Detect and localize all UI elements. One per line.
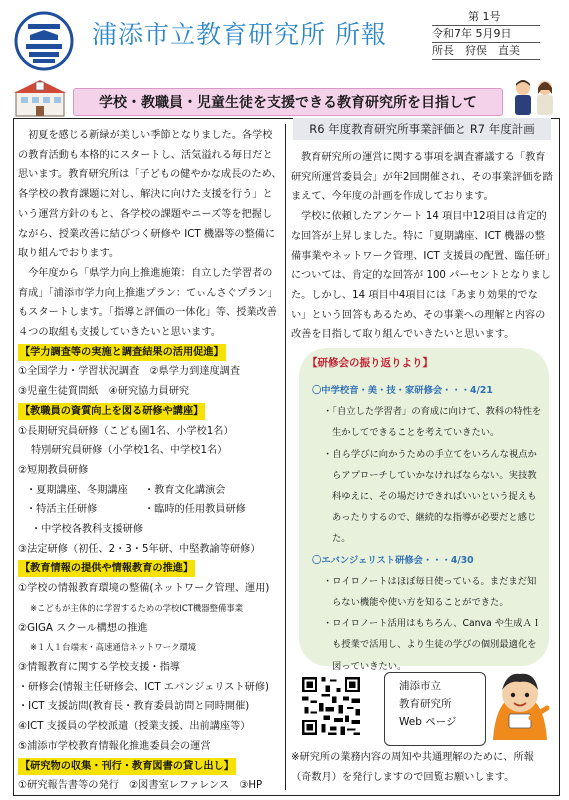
teachers-icon: [505, 78, 563, 118]
list-note: ※１人１台端末・高速通信ネットワーク環境: [30, 642, 197, 653]
list-row: [18, 481, 282, 501]
meta-rule: [432, 59, 540, 60]
director-name: 所長 狩俣 直美: [432, 44, 520, 57]
webpage-label: 教育研究所: [399, 698, 452, 710]
list-item: 特別研究員研修（小学校1名、中学校1名）: [31, 445, 228, 457]
qr-code-icon[interactable]: [300, 675, 362, 737]
meta-rule: [432, 42, 540, 43]
issue-number: 第 1号: [468, 10, 501, 23]
evaluation-text: [291, 148, 553, 345]
mascot-icon: [487, 668, 553, 746]
footer-note: ※研究所の業務内容の周知や共通理解のために、所報（奇数月）を発行しますので回覧お願いします。: [291, 752, 534, 783]
webpage-label: Web ページ: [399, 716, 457, 728]
list-item: ・臨時的任用教員研修: [144, 504, 246, 516]
session-caption: 〇中学校音・美・技・家研修会・・・4/21: [312, 385, 493, 396]
evaluation-paragraph: 教育研究所の運営に関する事項を調査審議する「教育研究所運営委員会」が年2回開催され、その事業評価を踏まえて、今年度の計画を作成しております。: [291, 152, 553, 203]
list-item: ①長期研究員研修（こども園1名、小学校1名）: [18, 425, 234, 437]
issue-date: 令和7年 5月9日: [432, 27, 512, 40]
mission-banner: 学校・教職員・児童生徒を支援できる教育研究所を目指して: [73, 88, 503, 116]
list-item: ⑤浦添市学校教育情報化推進委員会の運営: [18, 740, 211, 752]
school-building-icon: [12, 76, 68, 120]
section-heading: 【研究物の収集・刊行・教育図書の貸し出し】: [18, 758, 236, 775]
section-heading: 【教育情報の提供や情報教育の推進】: [18, 560, 195, 577]
list-item: ・ICT 支援訪問(教育長・教育委員訪問と同時開催): [18, 701, 250, 713]
city-emblem-icon: [14, 11, 74, 71]
newsletter-title: 浦添市立教育研究所 所報: [92, 20, 387, 49]
column-divider: [285, 124, 286, 790]
session-caption: 〇エバンジェリスト研修会・・・4/30: [312, 554, 474, 566]
intro-paragraph: 初夏を感じる新緑が美しい季節となりました。各学校の教育活動も本格的にスタートし、活気溢れる毎日だと思います。教育研究所は「子どもの健やかな成長のため、各学校の教育課題に対し、解決に向けた支援を行う」という運営方針のもと、各学校の課題やニーズ等を把握しながら、授業改善に結びつく研修や ICT 機器等の整備に取り組んでおります。: [18, 130, 282, 260]
intro-paragraph: 今年度から「県学力向上推進施策：自立した学習者の育成」「浦添市学力向上推進プラン：てぃんさぐプラン」もスタートします。「指導と評価の一体化」等、授業改善４つの取組も支援していきたいと思います。: [18, 267, 278, 339]
evaluation-paragraph: 学校に依頼したアンケート 14 項目中12項目は肯定的な回答が上昇しました。特に「夏期講座、ICT 機器の整備事業やネットワーク管理、ICT 支援員の配置、臨任研」については、肯定的な回答が 100 パーセントとなりました。しかし、14 項目中4項目には「あまり効果的でない」という回答もあるため、その事業への理解と内容の改善を目指して取り組んでいきたいと思います。: [291, 211, 551, 341]
list-item: ④ICT 支援員の学校派遣（授業支援、出前講座等）: [18, 721, 251, 733]
webpage-link-box[interactable]: [384, 672, 486, 746]
list-item: ①研究報告書等の発行 ②図書室レファレンス ③HP: [18, 780, 263, 792]
list-item: ・夏期講座、冬期講座: [26, 484, 128, 496]
section-heading: 【教職員の資質向上を図る研修や講座】: [18, 403, 205, 420]
reflection-body: [312, 380, 544, 677]
list-item: ③法定研修（初任、2・3・5年研、中堅教諭等研修）: [18, 543, 261, 555]
reflection-title: 【研修会の振り返りより】: [307, 357, 433, 369]
list-item: ③児童生徒質問紙 ④研究協力員研究: [18, 386, 190, 398]
section-heading: 【学力調査等の実施と調査結果の活用促進】: [18, 344, 226, 361]
list-item: ・中学校各教科支援研修: [31, 524, 144, 536]
webpage-label: 浦添市立: [399, 680, 441, 692]
feedback-item: ・ロイロノートはほぼ毎日使っている。まだまだ知らない機能や使い方を知ることができた。: [323, 575, 537, 609]
list-item: ・特活主任研修: [26, 504, 98, 516]
list-item: ①学校の情報教育環境の整備(ネットワーク管理、運用): [18, 583, 270, 595]
list-item: ②GIGA スクール構想の推進: [18, 622, 148, 634]
feedback-item: ・「自立した学習者」の育成に向けて、教科の特性を生かしてできることを考えていきたい。: [323, 406, 542, 439]
list-row: [18, 500, 282, 520]
list-item: ・教育文化講演会: [144, 484, 226, 496]
feedback-item: ・ロイロノート活用はもちろん、Canva や生成ＡＩも授業で活用し、より生徒の学びの個別最適化を図っていきたい。: [323, 618, 542, 672]
list-item: ②短期教員研修: [18, 464, 89, 476]
meta-rule: [432, 25, 540, 26]
issue-meta: [432, 8, 542, 59]
list-item: ③情報教育に関する学校支援・指導: [18, 661, 180, 673]
evaluation-heading: R6 年度教育研究所事業評価と R7 年度計画: [293, 118, 551, 140]
list-item: ・研修会(情報主任研修会、ICT エバンジェリスト研修): [18, 681, 269, 693]
list-item: ①全国学力・学習状況調査 ②県学力到達度調査: [18, 366, 241, 378]
feedback-item: ・自ら学びに向かうための手立てをいろんな視点からアプローチしていかなければならない。実技教科ゆえに、その場だけできればいいという捉えもあったりするので、継続的な指導が必要だと感じた。: [323, 448, 537, 545]
left-column: [18, 126, 282, 796]
list-note: ※こどもが主体的に学習するための学校ICT機器整備事業: [30, 602, 244, 613]
